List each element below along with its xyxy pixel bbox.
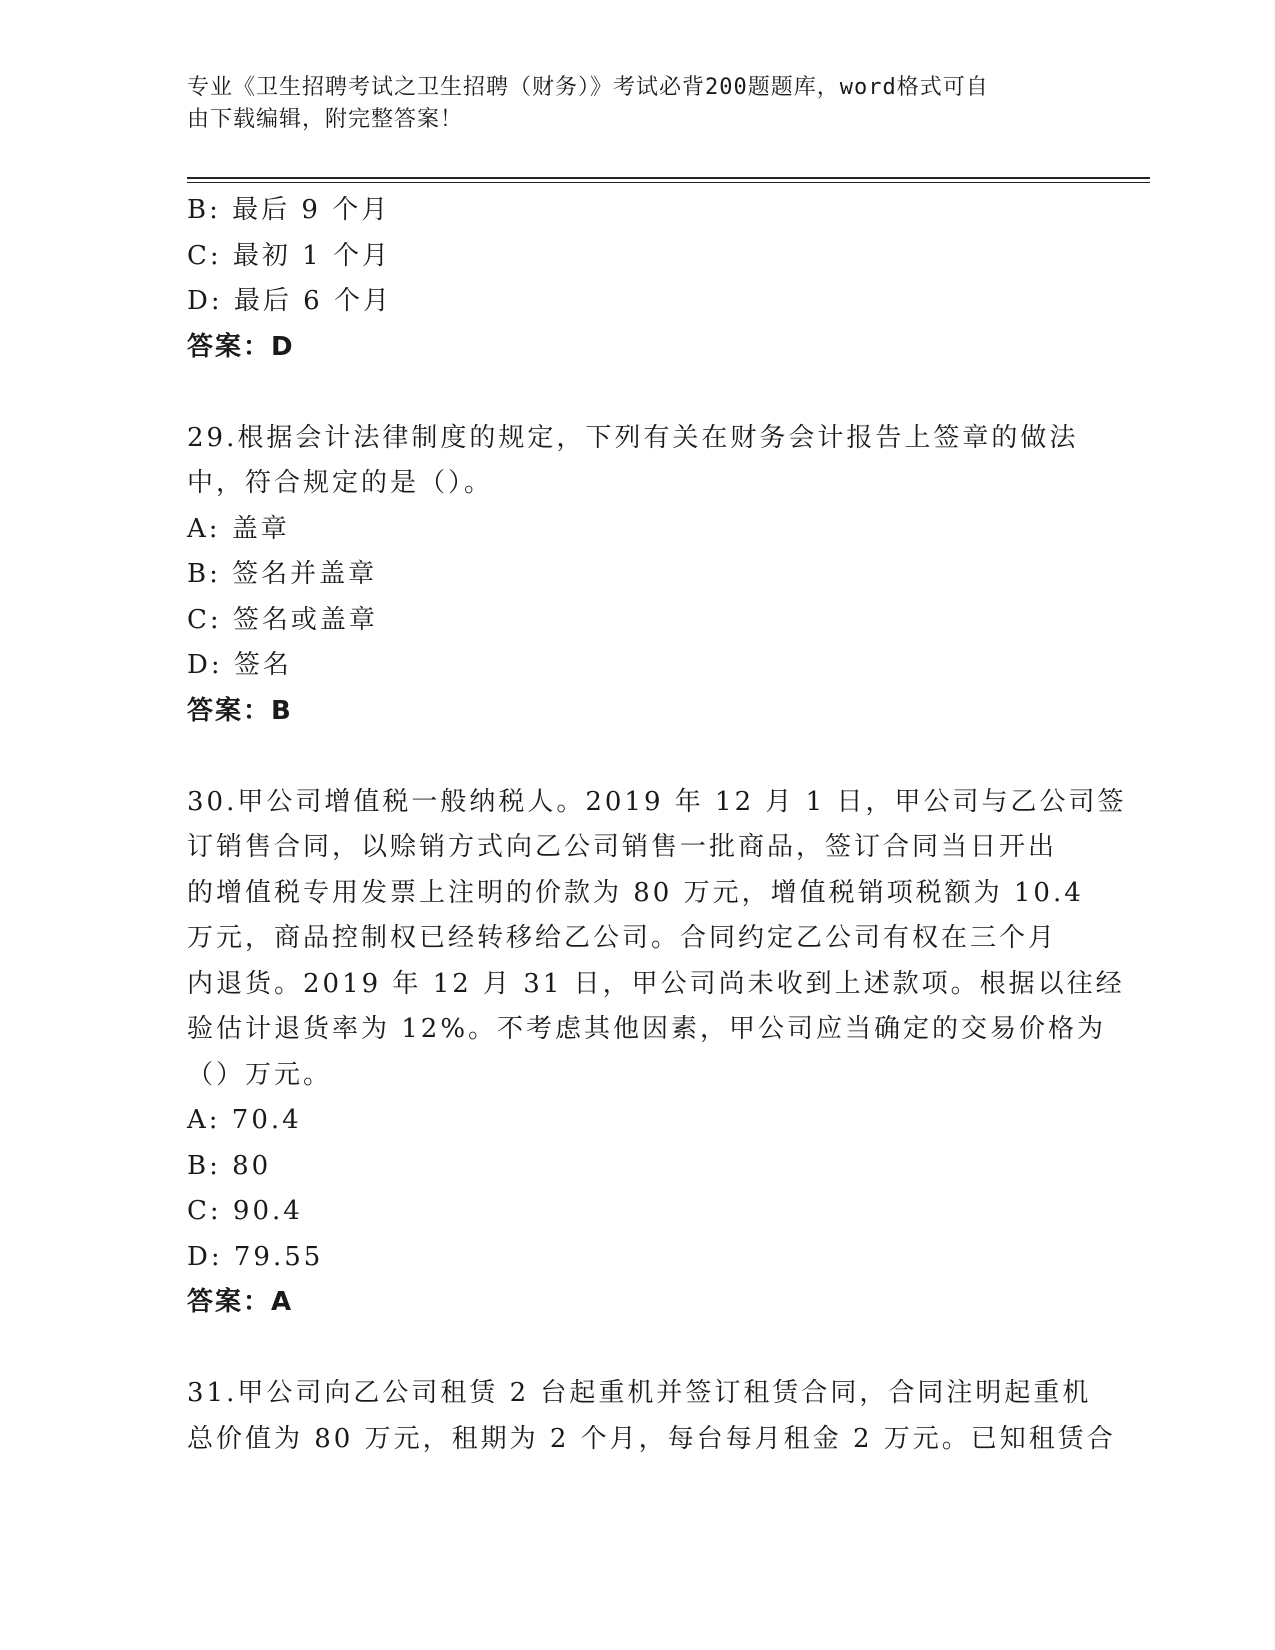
question-text-line: 中，符合规定的是（）。 [187,468,494,498]
question-29 [187,416,1087,734]
option-a: A: 盖章 [187,513,290,544]
question-text-line: 的增值税专用发票上注明的价款为 80 万元，增值税销项税额为 10.4 [187,877,1084,908]
option-d: D: 签名 [187,650,292,680]
option-b: B: 80 [187,1150,272,1181]
answer-label: 答案：B [187,695,293,726]
option-b: B: 签名并盖章 [187,559,378,589]
question-30 [187,780,1127,1326]
option-c: C: 最初 1 个月 [187,240,391,271]
option-a: A: 70.4 [187,1105,302,1135]
page-header [187,72,1067,136]
header-rule-thin [187,182,1150,183]
question-content [187,188,1127,1462]
spacer [187,1325,1087,1371]
question-text-line: 万元，商品控制权已经转移给乙公司。合同约定乙公司有权在三个月 [187,923,1058,953]
spacer [187,734,1087,780]
header-rule-thick [187,177,1150,179]
header-line-1: 专业《卫生招聘考试之卫生招聘（财务）》考试必背200题题库，word格式可自 [187,75,989,100]
question-text-line: （）万元。 [187,1059,333,1090]
option-d: D: 最后 6 个月 [187,286,392,316]
question-text-line: 内退货。2019 年 12 月 31 日，甲公司尚未收到上述款项。根据以往经 [187,968,1125,999]
option-d: D: 79.55 [187,1241,324,1272]
answer-label: 答案：A [187,1287,294,1317]
option-c: C: 90.4 [187,1196,303,1226]
question-text-line: 订销售合同，以赊销方式向乙公司销售一批商品，签订合同当日开出 [187,832,1058,862]
question-text-line: 30.甲公司增值税一般纳税人。2019 年 12 月 1 日，甲公司与乙公司签 [187,786,1127,817]
question-text-line: 29.根据会计法律制度的规定，下列有关在财务会计报告上签章的做法 [187,422,1079,453]
answer-label: 答案：D [187,331,295,362]
question-28 [187,188,1087,370]
option-c: C: 签名或盖章 [187,604,378,635]
header-line-2: 由下载编辑，附完整答案！ [187,107,464,132]
spacer [187,370,1087,416]
question-text-line: 总价值为 80 万元，租期为 2 个月，每台每月租金 2 万元。已知租赁合 [187,1423,1116,1454]
option-b: B: 最后 9 个月 [187,195,391,225]
question-text-line: 验估计退货率为 12%。不考虑其他因素，甲公司应当确定的交易价格为 [187,1014,1107,1044]
question-31 [187,1371,1116,1462]
question-text-line: 31.甲公司向乙公司租赁 2 台起重机并签订租赁合同，合同注明起重机 [187,1378,1092,1408]
